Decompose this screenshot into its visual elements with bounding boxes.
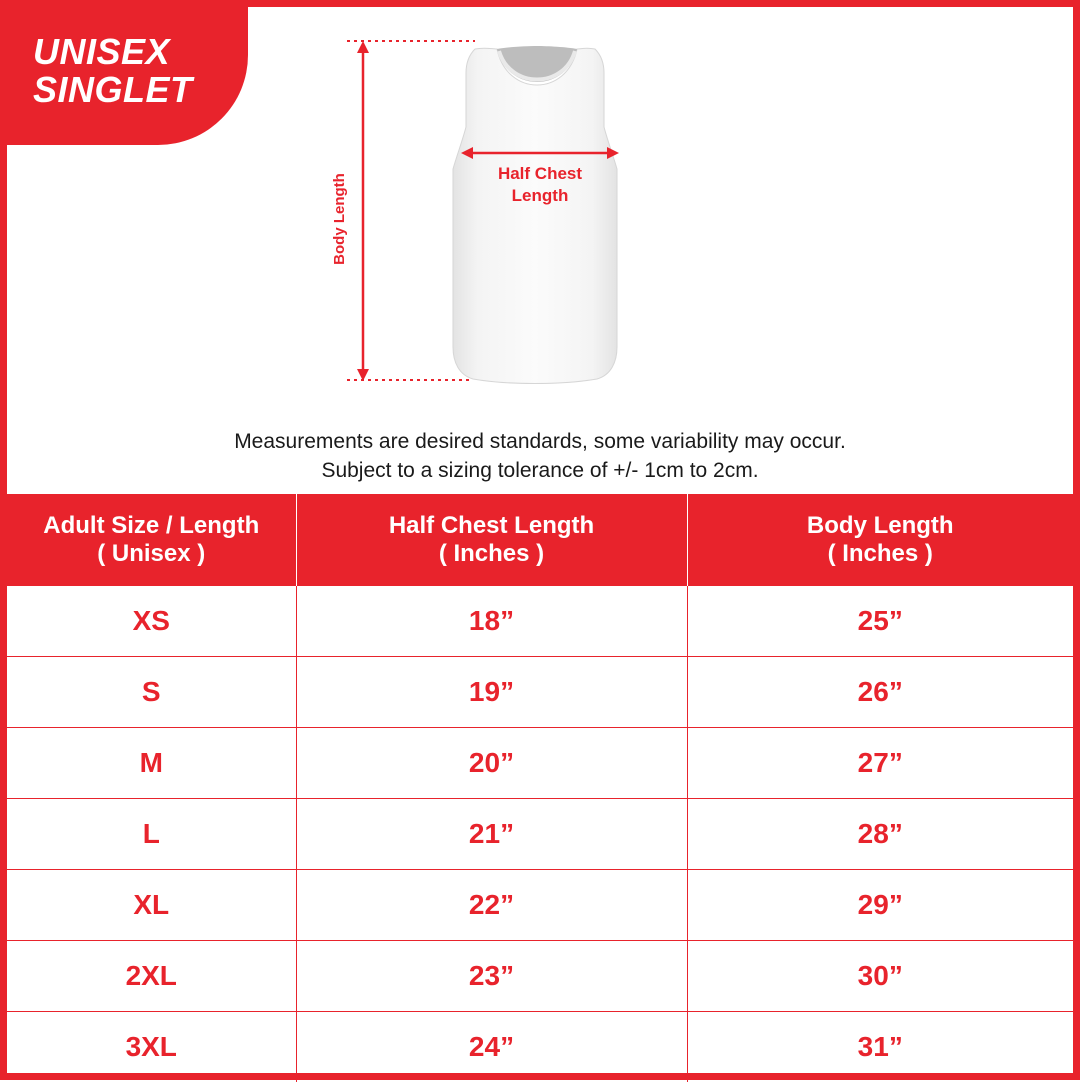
table-row bbox=[7, 799, 1073, 870]
measurement-note: Measurements are desired standards, some variability may occur. bbox=[7, 428, 1073, 456]
half-chest-cell: 24” bbox=[296, 1012, 687, 1082]
header-body-length-unit: ( Inches ) bbox=[688, 540, 1074, 568]
half-chest-cell: 22” bbox=[296, 870, 687, 941]
body-length-arrow bbox=[357, 41, 369, 381]
size-cell: 2XL bbox=[7, 941, 296, 1012]
singlet-image bbox=[453, 46, 617, 384]
table-row bbox=[7, 586, 1073, 657]
singlet-diagram bbox=[7, 7, 1073, 407]
header-half-chest-title: Half Chest Length bbox=[297, 512, 687, 540]
table-header-row bbox=[7, 494, 1073, 586]
body-length-cell: 27” bbox=[687, 728, 1073, 799]
body-length-cell: 31” bbox=[687, 1012, 1073, 1082]
size-cell: 3XL bbox=[7, 1012, 296, 1082]
header-size-unit: ( Unisex ) bbox=[7, 540, 296, 568]
header-body-length-title: Body Length bbox=[688, 512, 1074, 540]
half-chest-cell: 23” bbox=[296, 941, 687, 1012]
header-half-chest bbox=[296, 494, 687, 586]
title-line-2: SINGLET bbox=[33, 72, 253, 108]
size-cell: XL bbox=[7, 870, 296, 941]
half-chest-cell: 21” bbox=[296, 799, 687, 870]
header-size-title: Adult Size / Length bbox=[7, 512, 296, 540]
size-cell: XS bbox=[7, 586, 296, 657]
body-length-cell: 26” bbox=[687, 657, 1073, 728]
half-chest-cell: 19” bbox=[296, 657, 687, 728]
body-length-cell: 25” bbox=[687, 586, 1073, 657]
title-line-1: UNISEX bbox=[33, 34, 253, 70]
table-row bbox=[7, 870, 1073, 941]
header-size bbox=[7, 494, 296, 586]
tolerance-note: Subject to a sizing tolerance of +/- 1cm to 2cm. bbox=[7, 457, 1073, 485]
half-chest-cell: 20” bbox=[296, 728, 687, 799]
half-chest-label-line-2: Length bbox=[512, 186, 569, 205]
table-row bbox=[7, 941, 1073, 1012]
table-row bbox=[7, 1012, 1073, 1082]
half-chest-cell: 18” bbox=[296, 586, 687, 657]
size-cell: S bbox=[7, 657, 296, 728]
header-body-length bbox=[687, 494, 1073, 586]
body-length-label: Body Length bbox=[331, 173, 348, 265]
table-row bbox=[7, 657, 1073, 728]
body-length-cell: 28” bbox=[687, 799, 1073, 870]
size-cell: L bbox=[7, 799, 296, 870]
header-half-chest-unit: ( Inches ) bbox=[297, 540, 687, 568]
body-length-cell: 30” bbox=[687, 941, 1073, 1012]
half-chest-label-line-1: Half Chest bbox=[498, 164, 582, 183]
table-row bbox=[7, 728, 1073, 799]
size-table bbox=[7, 494, 1073, 1082]
size-cell: M bbox=[7, 728, 296, 799]
body-length-cell: 29” bbox=[687, 870, 1073, 941]
